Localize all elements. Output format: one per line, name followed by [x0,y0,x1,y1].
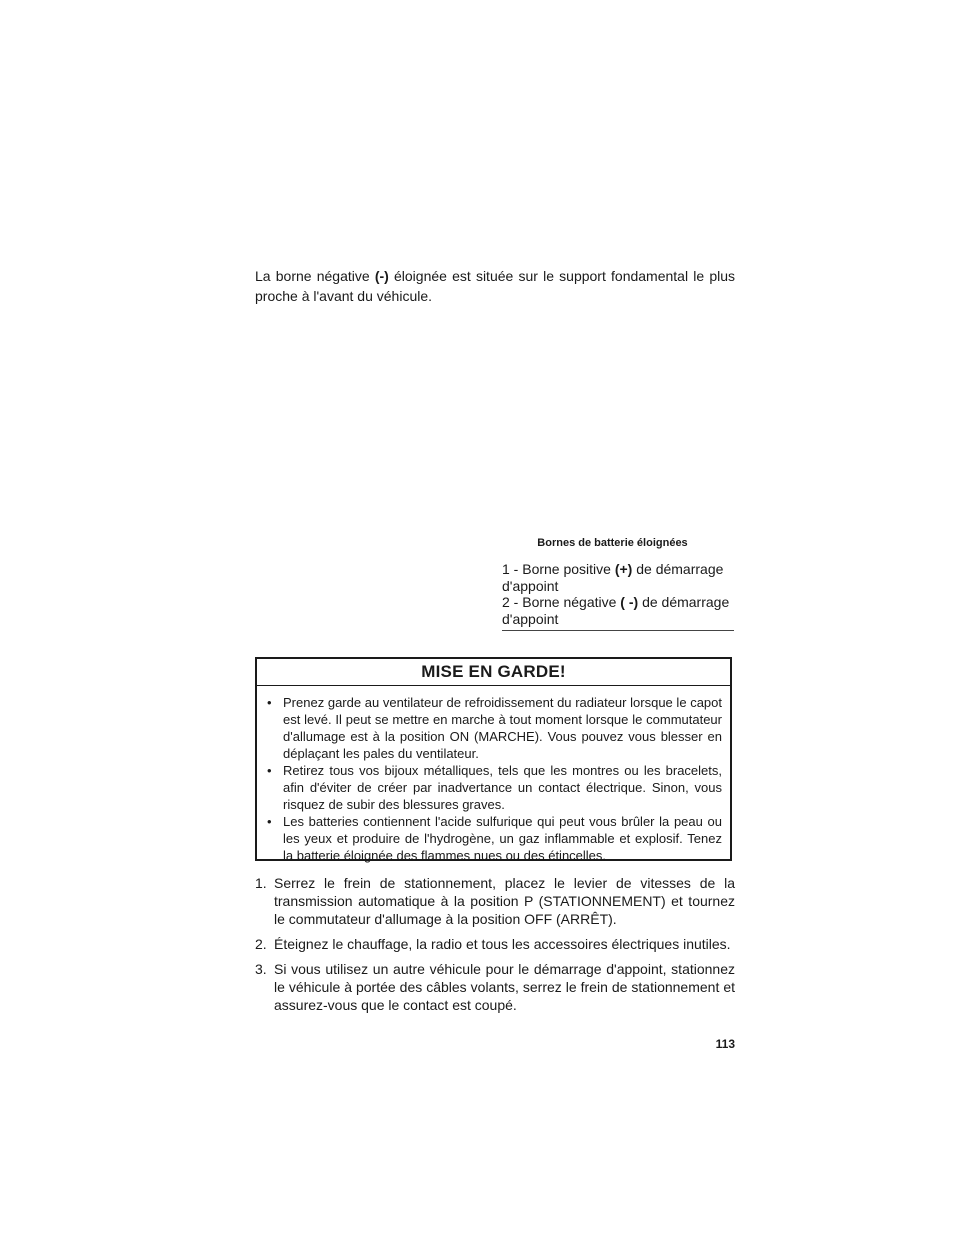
legend-item-symbol: (+) [614,561,633,577]
intro-paragraph [255,266,735,306]
step-item [255,935,735,953]
step-item [255,960,735,1014]
page-number: 113 [715,1037,735,1051]
intro-negative-symbol: (-) [374,268,389,284]
warning-item-text: Prenez garde au ventilateur de refroidissement du radiateur lorsque le capot est levé. Il peut se mettre en marche à tout moment lorsque le commutateur d'allumage est à la position ON (MARCHE). Vous pouvez vous blesser en déplaçant les pales du ventilateur. [283,695,722,761]
warning-item [267,694,722,762]
legend-item-suffix: de démarrage d'appoint [502,594,730,627]
steps-list [255,874,735,1021]
step-number: 2. [255,936,267,952]
warning-item-text: Les batteries contiennent l'acide sulfurique qui peut vous brûler la peau ou les yeux et produire de l'hydrogène, un gaz inflammable et explosif. Tenez la batterie éloignée des flammes nues ou des étincelles. [283,814,722,863]
legend-item-prefix: 2 - Borne négative [502,594,621,610]
intro-text-before: La borne négative [255,268,375,284]
figure-caption: Bornes de batterie éloignées [537,537,688,549]
intro-text-after: éloignée est située sur le support fondamental le plus proche à l'avant du véhicule. [255,268,736,304]
bullet-icon: • [267,814,272,829]
step-text: Serrez le frein de stationnement, placez le levier de vitesses de la transmission automatique à la position P (STATIONNEMENT) et tournez le commutateur d'allumage à la position OFF (ARRÊT). [274,875,735,927]
warning-title: MISE EN GARDE! [257,659,730,686]
warning-item-text: Retirez tous vos bijoux métalliques, tels que les montres ou les bracelets, afin d'éviter de créer par inadvertance un contact électrique. Sinon, vous risquez de subir des blessures graves. [283,763,722,812]
step-text: Si vous utilisez un autre véhicule pour le démarrage d'appoint, stationnez le véhicule à portée des câbles volants, serrez le frein de stationnement et assurez-vous que le contact est coupé. [274,961,735,1013]
step-number: 3. [255,961,267,977]
legend-item-positive [502,561,734,594]
bullet-icon: • [267,695,272,710]
step-number: 1. [255,875,267,891]
bullet-icon: • [267,763,272,778]
legend-item-prefix: 1 - Borne positive [502,561,615,577]
warning-list [257,686,730,864]
legend-item-negative [502,594,734,627]
legend-item-suffix: de démarrage d'appoint [502,561,724,594]
warning-box [255,657,732,861]
legend-item-symbol: ( -) [620,594,639,610]
step-text: Éteignez le chauffage, la radio et tous les accessoires électriques inutiles. [274,936,731,952]
step-item [255,874,735,928]
figure-legend [502,561,734,631]
warning-item [267,762,722,813]
warning-item [267,813,722,864]
